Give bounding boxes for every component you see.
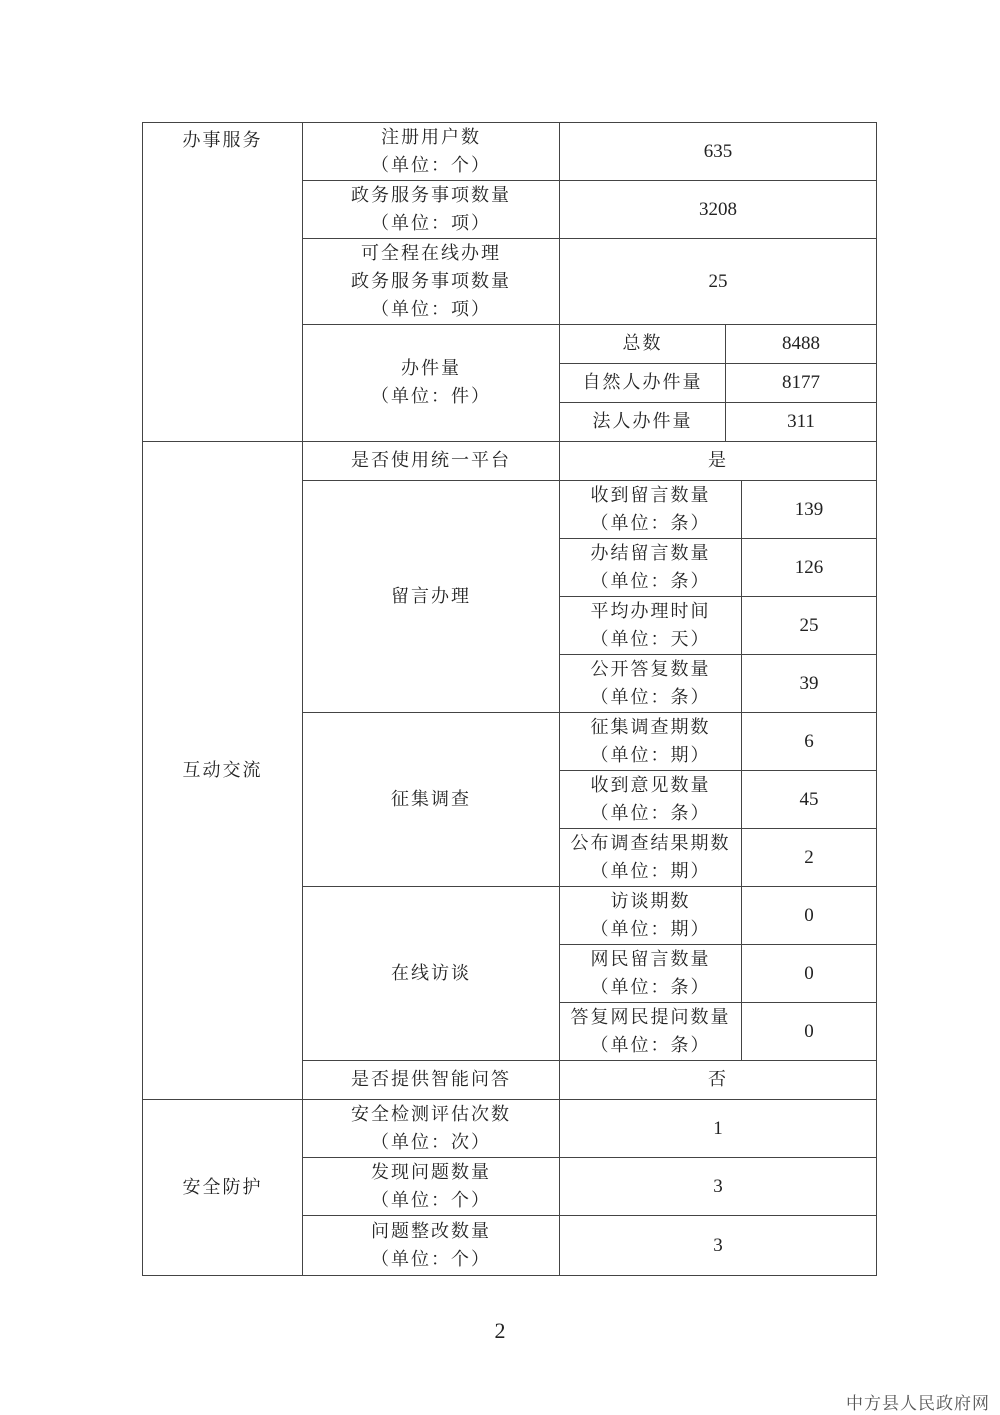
interviews-group-label: 在线访谈 (302, 886, 560, 1061)
interviews-replies-value: 0 (741, 1002, 877, 1061)
online-items-label: 可全程在线办理 政务服务事项数量 （单位：项） (302, 238, 560, 325)
registered-users-value: 635 (559, 122, 877, 181)
messages-closed-label: 办结留言数量 （单位：条） (559, 538, 742, 597)
smart-qa-label: 是否提供智能问答 (302, 1060, 560, 1100)
security-fixed-label: 问题整改数量 （单位：个） (302, 1215, 560, 1276)
cases-legal-value: 311 (725, 402, 877, 442)
section-service-label: 办事服务 (142, 122, 303, 442)
page-number: 2 (494, 1318, 506, 1343)
security-checks-value: 1 (559, 1099, 877, 1158)
unified-platform-label: 是否使用统一平台 (302, 441, 560, 481)
cases-natural-value: 8177 (725, 363, 877, 403)
messages-avg-time-label: 平均办理时间 （单位：天） (559, 596, 742, 655)
messages-received-label: 收到留言数量 （单位：条） (559, 480, 742, 539)
surveys-group-label: 征集调查 (302, 712, 560, 887)
cases-label: 办件量 （单位：件） (302, 324, 560, 442)
messages-received-value: 139 (741, 480, 877, 539)
surveys-opinions-value: 45 (741, 770, 877, 829)
security-fixed-value: 3 (559, 1215, 877, 1276)
security-checks-label: 安全检测评估次数 （单位：次） (302, 1099, 560, 1158)
security-issues-label: 发现问题数量 （单位：个） (302, 1157, 560, 1216)
messages-closed-value: 126 (741, 538, 877, 597)
cases-total-label: 总数 (559, 324, 726, 364)
interviews-messages-label: 网民留言数量 （单位：条） (559, 944, 742, 1003)
surveys-opinions-label: 收到意见数量 （单位：条） (559, 770, 742, 829)
security-issues-value: 3 (559, 1157, 877, 1216)
surveys-periods-label: 征集调查期数 （单位：期） (559, 712, 742, 771)
messages-group-label: 留言办理 (302, 480, 560, 713)
surveys-results-value: 2 (741, 828, 877, 887)
cases-natural-label: 自然人办件量 (559, 363, 726, 403)
messages-avg-time-value: 25 (741, 596, 877, 655)
unified-platform-value: 是 (559, 441, 877, 481)
service-items-label: 政务服务事项数量 （单位：项） (302, 180, 560, 239)
cases-total-value: 8488 (725, 324, 877, 364)
interviews-periods-value: 0 (741, 886, 877, 945)
interviews-messages-value: 0 (741, 944, 877, 1003)
site-watermark: 中方县人民政府网 (846, 1394, 990, 1414)
registered-users-label: 注册用户数 （单位：个） (302, 122, 560, 181)
section-security-label: 安全防护 (142, 1099, 303, 1276)
smart-qa-value: 否 (559, 1060, 877, 1100)
messages-public-label: 公开答复数量 （单位：条） (559, 654, 742, 713)
cases-legal-label: 法人办件量 (559, 402, 726, 442)
online-items-value: 25 (559, 238, 877, 325)
interviews-replies-label: 答复网民提问数量 （单位：条） (559, 1002, 742, 1061)
service-items-value: 3208 (559, 180, 877, 239)
messages-public-value: 39 (741, 654, 877, 713)
surveys-periods-value: 6 (741, 712, 877, 771)
surveys-results-label: 公布调查结果期数 （单位：期） (559, 828, 742, 887)
section-interaction-label: 互动交流 (142, 441, 303, 1100)
interviews-periods-label: 访谈期数 （单位：期） (559, 886, 742, 945)
